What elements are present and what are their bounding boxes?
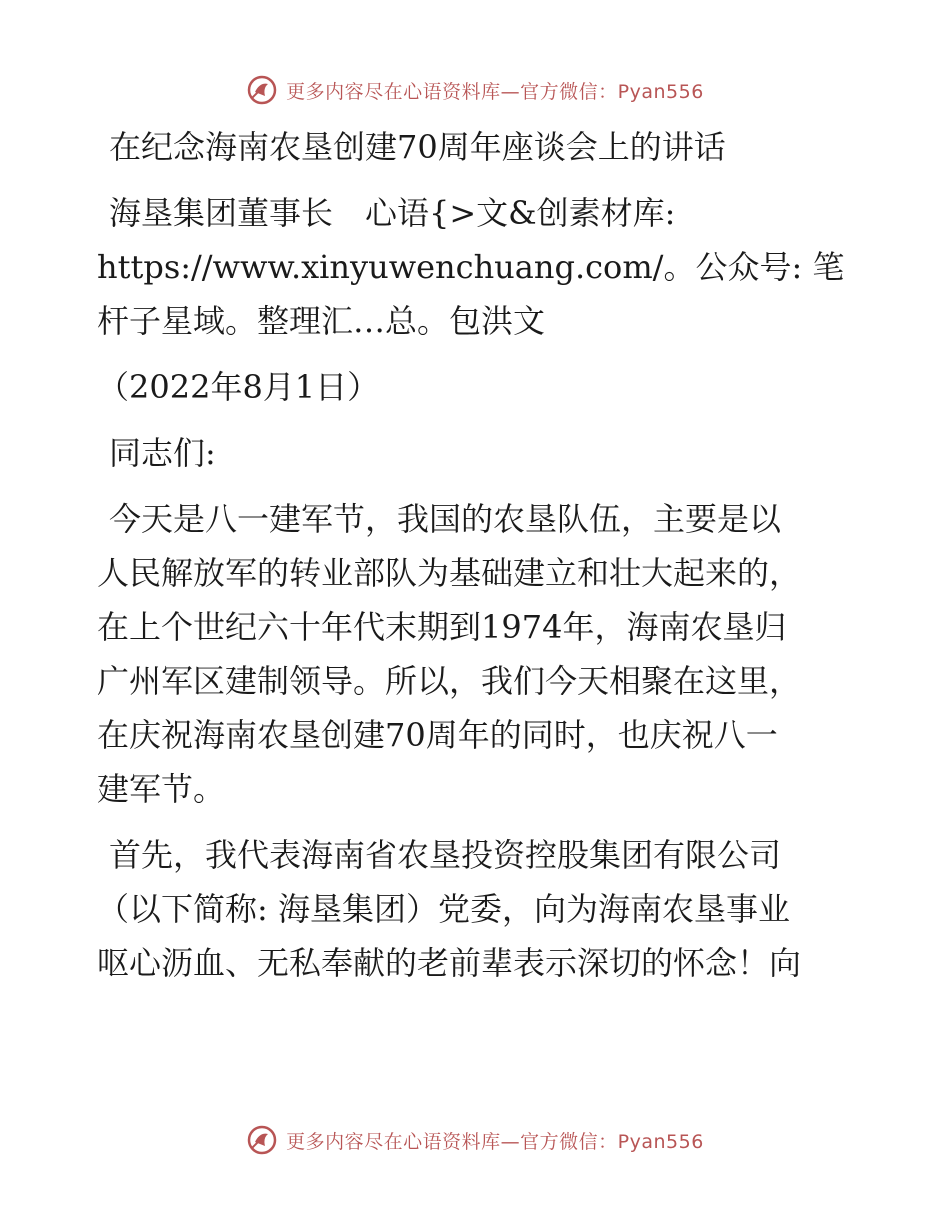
footer-banner-contact: Pyan556: [617, 1130, 704, 1153]
salutation: 同志们:: [109, 434, 216, 472]
paragraph-2-line: 呕心沥血、无私奉献的老前辈表示深切的怀念！向: [97, 944, 802, 982]
paragraph-1-line: 广州军区建制领导。所以，我们今天相聚在这里，: [97, 662, 802, 700]
header-banner-text: [286, 77, 704, 104]
paragraph-2: [97, 828, 857, 990]
document-date: （2022年8月1日）: [97, 368, 380, 406]
header-banner: [0, 70, 950, 110]
document-body: [97, 120, 857, 990]
document-title: 在纪念海南农垦创建70周年座谈会上的讲话: [109, 128, 726, 166]
paragraph-2-line: 首先，我代表海南省农垦投资控股集团有限公司: [109, 836, 782, 874]
byline-line-1: 海垦集团董事长 心语{>文&创素材库:: [109, 194, 676, 232]
paragraph-1-line: 人民解放军的转业部队为基础建立和壮大起来的，: [97, 554, 802, 592]
footer-banner-message: 更多内容尽在心语资料库—官方微信：: [286, 1130, 618, 1153]
paragraph-1-line: 建军节。: [97, 770, 226, 808]
footer-banner-text: [286, 1127, 704, 1154]
header-banner-message: 更多内容尽在心语资料库—官方微信：: [286, 80, 618, 103]
byline: [97, 186, 857, 348]
paragraph-1-line: 在庆祝海南农垦创建70周年的同时，也庆祝八一: [97, 716, 778, 754]
xinyu-logo-icon: [246, 1124, 278, 1156]
footer-banner: [0, 1120, 950, 1160]
xinyu-logo-icon: [246, 74, 278, 106]
byline-line-2: https://www.xinyuwenchuang.com/。公众号: 笔: [97, 248, 845, 286]
header-banner-contact: Pyan556: [617, 80, 704, 103]
byline-line-3: 杆子星域。整理汇…总。包洪文: [97, 302, 546, 340]
paragraph-1: [97, 492, 857, 816]
paragraph-2-line: （以下简称: 海垦集团）党委，向为海南农垦事业: [97, 890, 790, 928]
paragraph-1-line: 今天是八一建军节，我国的农垦队伍，主要是以: [109, 500, 782, 538]
paragraph-1-line: 在上个世纪六十年代末期到1974年，海南农垦归: [97, 608, 787, 646]
